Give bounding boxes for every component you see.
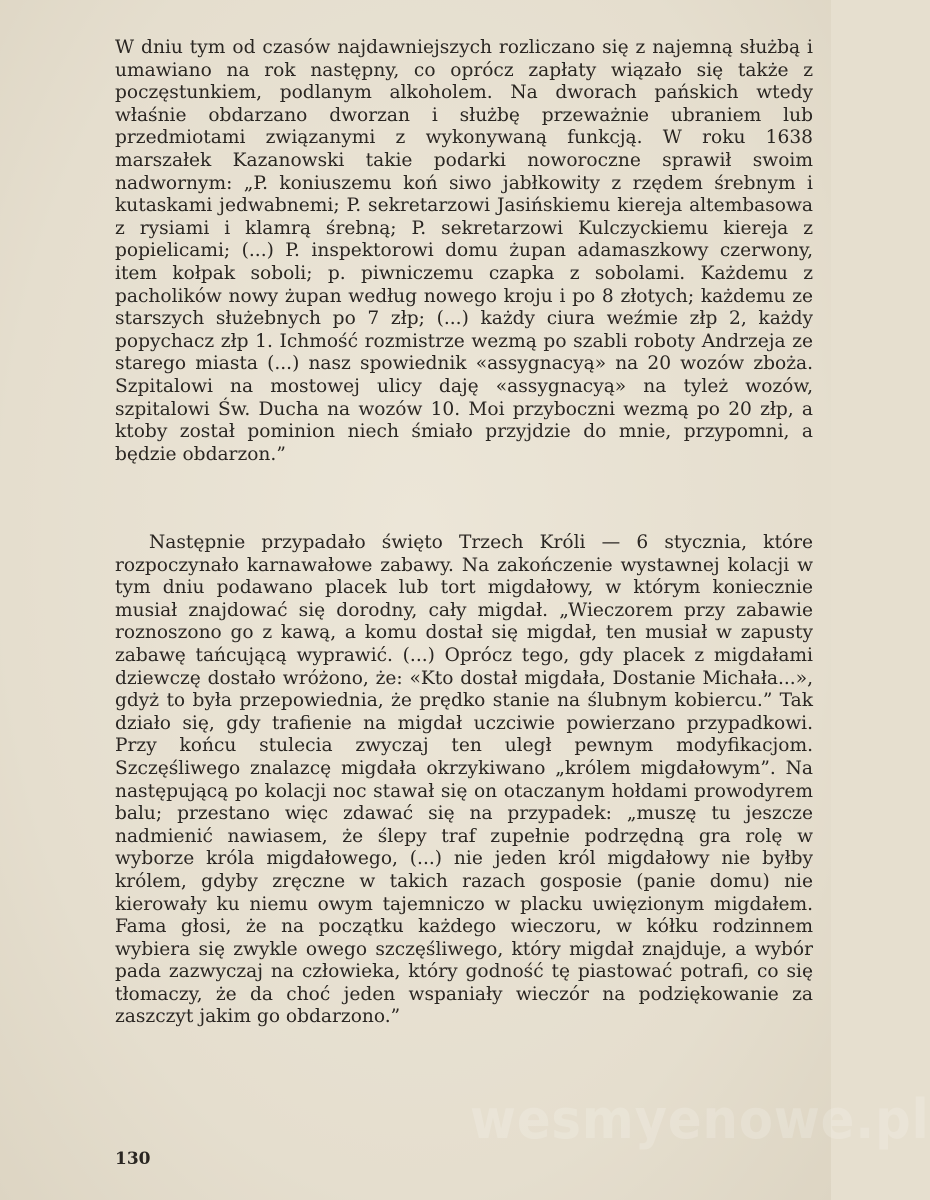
paragraph-2: Następnie przypadało święto Trzech Króli — 6 stycznia, które rozpoczynało karnawałowe zabawy. Na zakończenie wystawnej kolacji w tym dniu podawano placek lub tort migdałowy, w którym koniecznie musiał znajdować się dorodny, cały migdał. „Wieczorem przy zabawie roznoszono go z kawą, a komu dostał się migdał, ten musiał w zapusty zabawę tańcującą wyprawić. (...) Oprócz tego, gdy placek z migdałami dziewczę dostało wróżono, że: «Kto dostał migdała, Dostanie Michała...», gdyż to była przepowiednia, że prędko stanie na ślubnym kobiercu.” Tak działo się, gdy trafienie na migdał uczciwie powierzano przypadkowi. Przy końcu stulecia zwyczaj ten uległ pewnym modyfikacjom. Szczęśliwego znalazcę migdała okrzykiwano „królem migdałowym”. Na następującą po kolacji noc stawał się on otaczanym hołdami prowodyrem balu; przestano więc zdawać się na przypadek: „muszę tu jeszcze nadmienić nawiasem, że ślepy traf zupełnie podrzędną gra rolę w wyborze króla migdałowego, (...) nie jeden król migdałowy nie byłby królem, gdyby zręczne w takich razach gosposie (panie domu) nie kierowały ku niemu owym tajemniczo w placku uwięzionym migdałem. Fama głosi, że na początku każdego wieczoru, w kółku rodzinnem wybiera się zwykle owego szczęśliwego, który migdał znajduje, a wybór pada zazwyczaj na człowieka, który godność tę piastować potrafi, co się tłomaczy, że da choć jeden wspaniały wieczór na podziękowanie za zaszczyt jakim go obdarzono.” xyxy=(115,532,813,1028)
watermark: wesmyenowe.pl xyxy=(470,1088,930,1151)
page-number: 130 xyxy=(115,1149,151,1169)
paragraph-1: W dniu tym od czasów najdawniejszych rozliczano się z najemną służbą i umawiano na rok następny, co oprócz zapłaty wiązało się także z poczęstunkiem, podlanym alkoholem. Na dworach pańskich wtedy właśnie obdarzano dworzan i służbę przeważnie ubraniem lub przedmiotami związanymi z wykonywaną funkcją. W roku 1638 marszałek Kazanowski takie podarki noworoczne sprawił swoim nadwornym: „P. koniuszemu koń siwo jabłkowity z rzędem śrebnym i kutaskami jedwabnemi; P. sekretarzowi Jasińskiemu kiereja altembasowa z rysiami i klamrą śrebną; P. sekretarzowi Kulczyckiemu kiereja z popielicami; (...) P. inspektorowi domu żupan adamaszkowy czerwony, item kołpak soboli; p. piwniczemu czapka z sobolami. Każdemu z pacholików nowy żupan według nowego kroju i po 8 złotych; każdemu ze starszych służebnych po 7 złp; (...) każdy ciura weźmie złp 2, każdy popychacz złp 1. Ichmość rozmistrze wezmą po szabli roboty Andrzeja ze starego miasta (...) nasz spowiednik «assygnacyą» na 20 wozów zboża. Szpitalowi na mostowej ulicy daję «assygnacyą» na tyleż wozów, szpitalowi Św. Ducha na wozów 10. Moi przyboczni wezmą po 20 złp, a ktoby został pominion niech śmiało przyjdzie do mnie, przypomni, a będzie obdarzon.” xyxy=(115,37,813,465)
